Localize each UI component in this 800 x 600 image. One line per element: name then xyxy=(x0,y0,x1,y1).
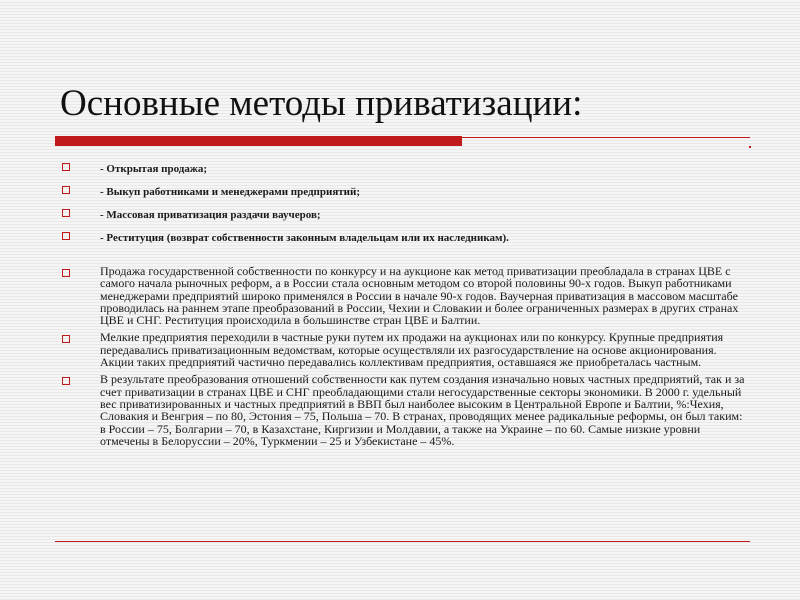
list-item xyxy=(60,228,750,246)
title-accent-bar xyxy=(55,136,462,146)
square-bullet-icon xyxy=(62,186,70,194)
spacer xyxy=(60,251,750,265)
list-item xyxy=(60,205,750,223)
paragraph-text: Продажа государственной собственности по конкурсу и на аукционе как метод приватизации преобладала в странах ЦВЕ с самого начала рыночных реформ, а в России стала основным методом со второй половины 90-х годов. Выкуп работниками менеджерами предприятий широко применялся в России в начале 90-х годов. Ваучерная приватизация в массовом масштабе проводилась на раннем этапе преобразований в России, Чехии и Словакии и более ограниченных размерах в других странах ЦВЕ и СНГ. Реституция происходила в большинстве стран ЦВЕ и Балтии. xyxy=(100,264,739,328)
square-bullet-icon xyxy=(62,335,70,343)
square-bullet-icon xyxy=(62,269,70,277)
square-bullet-icon xyxy=(62,232,70,240)
slide-content xyxy=(60,159,750,452)
square-bullet-icon xyxy=(62,209,70,217)
square-bullet-icon xyxy=(62,377,70,385)
list-item xyxy=(60,182,750,200)
method-text: - Выкуп работниками и менеджерами предприятий; xyxy=(100,186,361,198)
paragraph-text: В результате преобразования отношений собственности как путем создания изначально новых частных предприятий, так и за счет приватизации в странах ЦВЕ и СНГ преобладающими стали негосударственные секторы экономики. В 2000 г. удельный вес приватизированных и частных предприятий в ВВП был наиболее высоким в Центральной Европе и Балтии, %:Чехия, Словакия и Венгрия – по 80, Эстония – 75, Польша – 70. В странах, проводящих менее радикальные реформы, он был таким: в России – 75, Болгарии – 70, в Казахстане, Киргизии и Молдавии, а также на Украине – по 60. Самые низкие уровни отмечены в Белоруссии – 20%, Туркмении – 25 и Узбекистане – 45%. xyxy=(100,372,745,448)
accent-dot xyxy=(749,146,751,148)
paragraph-item xyxy=(60,265,750,326)
square-bullet-icon xyxy=(62,163,70,171)
list-item xyxy=(60,159,750,177)
method-text: - Массовая приватизация раздачи ваучеров; xyxy=(100,209,321,221)
slide-title: Основные методы приватизации: xyxy=(60,83,583,124)
paragraph-text: Мелкие предприятия переходили в частные руки путем их продажи на аукционах или по конкурсу. Крупные предприятия передавались приватизационным ведомствам, которые осуществляли их разгосударствление на основе акционирования. Акции таких предприятий частично передавались коллективам предприятия, оставшаяся же приобреталась частным. xyxy=(100,330,724,370)
paragraph-item xyxy=(60,373,750,447)
bottom-rule xyxy=(55,541,750,542)
paragraph-item xyxy=(60,331,750,368)
method-text: - Реституция (возврат собственности законным владельцам или их наследникам). xyxy=(100,232,509,244)
method-text: - Открытая продажа; xyxy=(100,163,207,175)
